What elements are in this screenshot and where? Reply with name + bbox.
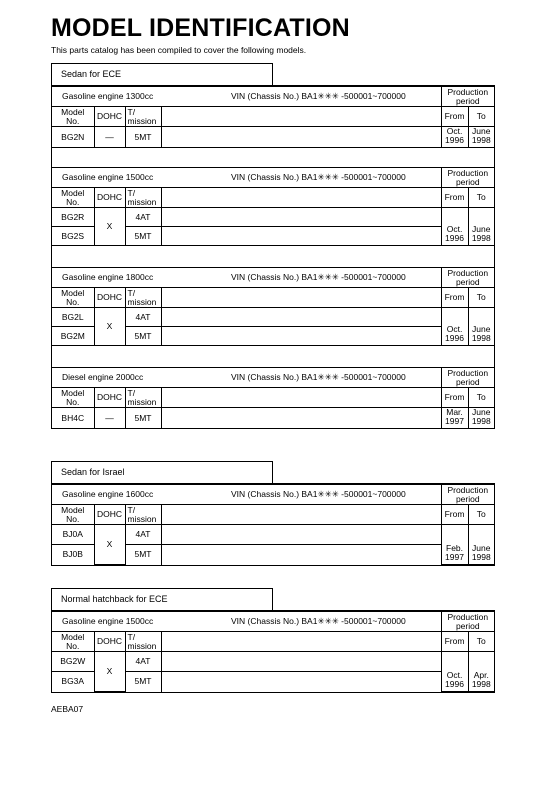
model-cell xyxy=(52,525,94,545)
dohc-header: DOHC xyxy=(96,392,123,402)
model-cell xyxy=(52,408,94,429)
from-header: From xyxy=(444,292,465,302)
from-date-line1: Oct. xyxy=(446,324,463,334)
model-header-cell xyxy=(52,288,94,308)
model-cell xyxy=(52,327,94,346)
from-cell xyxy=(441,308,468,346)
to-date-line1: June xyxy=(472,126,491,136)
to-date-line1: June xyxy=(472,324,491,334)
dohc-header: DOHC xyxy=(96,111,123,121)
model-header-line1: Model xyxy=(61,287,85,298)
production-header-line1: Production xyxy=(447,611,489,622)
transmission-header-cell xyxy=(125,505,161,525)
from-header-cell xyxy=(441,288,468,308)
column-header-row xyxy=(52,107,494,127)
to-cell xyxy=(468,525,494,565)
engine-cell xyxy=(52,87,161,107)
production-header-cell xyxy=(441,87,494,107)
engine-cell xyxy=(52,368,161,388)
model-cell xyxy=(52,127,94,148)
transmission-header-line2: mission xyxy=(127,513,157,524)
section-table xyxy=(51,85,495,429)
production-header-line1: Production xyxy=(447,167,489,178)
model-number: BG2R xyxy=(61,211,85,222)
model-cell xyxy=(52,652,94,672)
transmission-cell xyxy=(125,227,161,246)
vin-cell xyxy=(161,87,441,107)
from-header-cell xyxy=(441,388,468,408)
vin-cell xyxy=(161,168,441,188)
header-spacer xyxy=(161,107,441,127)
from-date-line2: 1997 xyxy=(445,552,464,562)
model-header-line2: No. xyxy=(66,296,80,307)
transmission-header-line1: T/ xyxy=(127,287,136,298)
to-date-line2: 1998 xyxy=(471,679,491,689)
transmission-header-line1: T/ xyxy=(127,387,136,398)
engine-name: Gasoline engine 1800cc xyxy=(62,272,154,282)
dohc-value: — xyxy=(105,131,114,142)
from-date-line1: Mar. xyxy=(446,407,463,417)
column-header-row xyxy=(52,188,494,208)
transmission-value: 4AT xyxy=(135,656,151,666)
production-header-cell xyxy=(441,268,494,288)
transmission-header-cell xyxy=(125,188,161,208)
model-header-line2: No. xyxy=(66,396,80,407)
vin-range: VIN (Chassis No.) BA1✳✳✳ -500001~700000 xyxy=(231,272,406,282)
model-header-line1: Model xyxy=(61,631,85,642)
transmission-header-line2: mission xyxy=(127,296,157,307)
to-header: To xyxy=(476,636,486,646)
transmission-header-line1: T/ xyxy=(127,504,136,515)
to-date-line2: 1998 xyxy=(471,552,491,562)
from-cell xyxy=(441,525,468,565)
engine-cell xyxy=(52,485,161,505)
page-title: MODEL IDENTIFICATION xyxy=(51,14,350,42)
model-number: BG3A xyxy=(61,676,85,687)
vin-range: VIN (Chassis No.) BA1✳✳✳ -500001~700000 xyxy=(231,91,406,101)
header-spacer xyxy=(161,505,441,525)
dohc-cell xyxy=(94,308,125,346)
from-date-line2: 1996 xyxy=(445,679,464,689)
dohc-header-cell xyxy=(94,107,125,127)
dohc-header: DOHC xyxy=(96,292,123,302)
dohc-cell xyxy=(94,127,125,148)
to-date-line1: June xyxy=(472,224,491,234)
transmission-value: 4AT xyxy=(135,211,151,222)
blank-cell xyxy=(161,227,441,246)
transmission-cell xyxy=(125,308,161,327)
column-header-row xyxy=(52,632,494,652)
production-header-line2: period xyxy=(455,620,480,631)
transmission-value: 5MT xyxy=(134,676,152,687)
engine-name: Gasoline engine 1300cc xyxy=(62,91,154,101)
to-header: To xyxy=(476,292,486,302)
transmission-value: 4AT xyxy=(135,311,151,322)
production-header-line2: period xyxy=(455,276,480,287)
transmission-header-cell xyxy=(125,288,161,308)
model-header-line2: No. xyxy=(66,115,80,126)
dohc-header-cell xyxy=(94,388,125,408)
section-table xyxy=(51,610,495,693)
transmission-cell xyxy=(125,208,161,227)
transmission-cell xyxy=(125,408,161,429)
section-gap xyxy=(52,246,494,268)
model-number: BG2W xyxy=(60,656,86,666)
section-title: Sedan for Israel xyxy=(51,461,273,483)
model-cell xyxy=(52,208,94,227)
blank-cell xyxy=(161,208,441,227)
transmission-header-cell xyxy=(125,632,161,652)
model-header-line2: No. xyxy=(66,640,80,651)
blank-cell xyxy=(161,308,441,327)
from-header: From xyxy=(444,192,465,202)
production-header-line1: Production xyxy=(447,367,489,378)
dohc-cell xyxy=(94,652,125,692)
to-date-line1: June xyxy=(472,407,491,417)
blank-cell xyxy=(161,127,441,148)
vin-cell xyxy=(161,368,441,388)
production-header-line2: period xyxy=(455,376,480,387)
to-date-line1: Apr. xyxy=(473,670,489,680)
from-date-line1: Feb. xyxy=(446,543,464,553)
engine-name: Diesel engine 2000cc xyxy=(62,372,144,382)
transmission-cell xyxy=(125,672,161,692)
dohc-header-cell xyxy=(94,188,125,208)
transmission-cell xyxy=(125,525,161,545)
transmission-header-line2: mission xyxy=(127,196,157,207)
from-cell xyxy=(441,652,468,692)
table-row xyxy=(52,208,494,227)
dohc-value: X xyxy=(106,539,113,549)
transmission-header-line2: mission xyxy=(127,640,157,651)
from-header-cell xyxy=(441,188,468,208)
to-header-cell xyxy=(468,107,494,127)
transmission-value: 5MT xyxy=(134,412,152,423)
from-date-line2: 1997 xyxy=(445,416,464,426)
production-header-cell xyxy=(441,485,494,505)
engine-cell xyxy=(52,268,161,288)
model-number: BJ0A xyxy=(62,529,83,539)
vin-cell xyxy=(161,485,441,505)
from-date-line2: 1996 xyxy=(445,135,464,145)
transmission-header-line2: mission xyxy=(127,115,157,126)
section-title: Normal hatchback for ECE xyxy=(51,588,273,610)
model-header-cell xyxy=(52,107,94,127)
transmission-header-line2: mission xyxy=(127,396,157,407)
from-cell xyxy=(441,127,468,148)
production-header-line2: period xyxy=(455,493,480,504)
dohc-value: — xyxy=(105,412,114,423)
transmission-value: 4AT xyxy=(135,529,151,539)
from-header: From xyxy=(444,636,465,646)
transmission-value: 5MT xyxy=(134,549,152,560)
transmission-cell xyxy=(125,545,161,565)
to-date-line2: 1998 xyxy=(471,233,491,243)
model-number: BG2N xyxy=(61,131,85,142)
from-header-cell xyxy=(441,107,468,127)
from-cell xyxy=(441,208,468,246)
to-header: To xyxy=(476,192,486,202)
blank-cell xyxy=(161,545,441,565)
engine-header-row xyxy=(52,268,494,288)
engine-cell xyxy=(52,168,161,188)
to-header: To xyxy=(476,392,486,402)
table-row xyxy=(52,408,494,429)
section-gap xyxy=(52,148,494,168)
model-cell xyxy=(52,545,94,565)
dohc-value: X xyxy=(106,221,113,231)
model-cell xyxy=(52,672,94,692)
section-gap xyxy=(52,346,494,368)
production-header-line1: Production xyxy=(447,267,489,278)
model-number: BG2L xyxy=(61,311,84,322)
to-header-cell xyxy=(468,505,494,525)
header-spacer xyxy=(161,388,441,408)
transmission-header-line1: T/ xyxy=(127,631,136,642)
dohc-header-cell xyxy=(94,288,125,308)
header-spacer xyxy=(161,632,441,652)
from-date-line2: 1996 xyxy=(445,333,464,343)
to-cell xyxy=(468,408,494,429)
header-spacer xyxy=(161,188,441,208)
transmission-header-line1: T/ xyxy=(127,106,136,117)
production-header-line1: Production xyxy=(447,86,489,97)
model-number: BG2M xyxy=(60,330,85,341)
to-date-line2: 1998 xyxy=(471,333,491,343)
model-number: BH4C xyxy=(61,412,85,423)
section-title: Sedan for ECE xyxy=(51,63,273,85)
from-date-line2: 1996 xyxy=(445,233,464,243)
vin-cell xyxy=(161,612,441,632)
column-header-row xyxy=(52,388,494,408)
to-header: To xyxy=(476,111,486,121)
vin-range: VIN (Chassis No.) BA1✳✳✳ -500001~700000 xyxy=(231,616,406,626)
gap-cell xyxy=(52,346,494,368)
gap-cell xyxy=(52,246,494,268)
blank-cell xyxy=(161,327,441,346)
engine-header-row xyxy=(52,87,494,107)
to-header-cell xyxy=(468,188,494,208)
dohc-cell xyxy=(94,408,125,429)
transmission-cell xyxy=(125,327,161,346)
table-row xyxy=(52,127,494,148)
table-row xyxy=(52,525,494,545)
to-cell xyxy=(468,308,494,346)
engine-header-row xyxy=(52,612,494,632)
vin-range: VIN (Chassis No.) BA1✳✳✳ -500001~700000 xyxy=(231,172,406,182)
transmission-value: 5MT xyxy=(134,131,152,142)
blank-cell xyxy=(161,525,441,545)
to-header-cell xyxy=(468,632,494,652)
from-header: From xyxy=(444,392,465,402)
dohc-cell xyxy=(94,525,125,565)
dohc-header: DOHC xyxy=(96,509,123,519)
column-header-row xyxy=(52,288,494,308)
model-header-cell xyxy=(52,388,94,408)
dohc-header-cell xyxy=(94,505,125,525)
dohc-header: DOHC xyxy=(96,192,123,202)
from-date-line1: Oct. xyxy=(446,224,463,234)
model-cell xyxy=(52,227,94,246)
model-header-cell xyxy=(52,188,94,208)
dohc-value: X xyxy=(106,666,113,676)
column-header-row xyxy=(52,505,494,525)
model-number: BG2S xyxy=(61,230,85,241)
to-cell xyxy=(468,208,494,246)
to-cell xyxy=(468,652,494,692)
engine-header-row xyxy=(52,168,494,188)
from-cell xyxy=(441,408,468,429)
transmission-cell xyxy=(125,127,161,148)
blank-cell xyxy=(161,408,441,429)
model-cell xyxy=(52,308,94,327)
to-header: To xyxy=(476,509,486,519)
transmission-header-cell xyxy=(125,388,161,408)
transmission-value: 5MT xyxy=(134,230,152,241)
dohc-header: DOHC xyxy=(96,636,123,646)
model-header-line1: Model xyxy=(61,504,85,515)
engine-name: Gasoline engine 1500cc xyxy=(62,172,154,182)
to-date-line1: June xyxy=(472,543,491,553)
transmission-value: 5MT xyxy=(134,330,152,341)
dohc-value: X xyxy=(106,321,113,331)
blank-cell xyxy=(161,672,441,692)
header-spacer xyxy=(161,288,441,308)
section-table xyxy=(51,483,495,566)
table-row xyxy=(52,308,494,327)
from-header: From xyxy=(444,111,465,121)
engine-name: Gasoline engine 1500cc xyxy=(62,616,154,626)
vin-cell xyxy=(161,268,441,288)
table-row xyxy=(52,652,494,672)
production-header-cell xyxy=(441,612,494,632)
gap-cell xyxy=(52,148,494,168)
engine-cell xyxy=(52,612,161,632)
to-date-line2: 1998 xyxy=(471,135,491,145)
from-header-cell xyxy=(441,505,468,525)
to-header-cell xyxy=(468,388,494,408)
engine-name: Gasoline engine 1600cc xyxy=(62,489,154,499)
engine-header-row xyxy=(52,368,494,388)
engine-header-row xyxy=(52,485,494,505)
from-date-line1: Oct. xyxy=(446,670,463,680)
dohc-cell xyxy=(94,208,125,246)
to-header-cell xyxy=(468,288,494,308)
model-header-line1: Model xyxy=(61,106,85,117)
page-code: AEBA07 xyxy=(51,704,84,714)
to-cell xyxy=(468,127,494,148)
dohc-header-cell xyxy=(94,632,125,652)
production-header-cell xyxy=(441,168,494,188)
model-header-line2: No. xyxy=(66,196,80,207)
model-header-line2: No. xyxy=(66,513,80,524)
production-header-line2: period xyxy=(455,176,480,187)
blank-cell xyxy=(161,652,441,672)
transmission-header-line1: T/ xyxy=(127,187,136,198)
transmission-cell xyxy=(125,652,161,672)
to-date-line2: 1998 xyxy=(471,416,491,426)
from-header: From xyxy=(444,509,465,519)
vin-range: VIN (Chassis No.) BA1✳✳✳ -500001~700000 xyxy=(231,372,406,382)
model-header-line1: Model xyxy=(61,387,85,398)
model-header-cell xyxy=(52,505,94,525)
transmission-header-cell xyxy=(125,107,161,127)
production-header-cell xyxy=(441,368,494,388)
model-number: BJ0B xyxy=(62,549,83,560)
production-header-line1: Production xyxy=(447,484,489,495)
production-header-line2: period xyxy=(455,95,480,106)
model-header-cell xyxy=(52,632,94,652)
from-date-line1: Oct. xyxy=(446,126,463,136)
vin-range: VIN (Chassis No.) BA1✳✳✳ -500001~700000 xyxy=(231,489,406,499)
page-subtitle: This parts catalog has been compiled to cover the following models. xyxy=(51,45,307,55)
model-header-line1: Model xyxy=(61,187,85,198)
from-header-cell xyxy=(441,632,468,652)
